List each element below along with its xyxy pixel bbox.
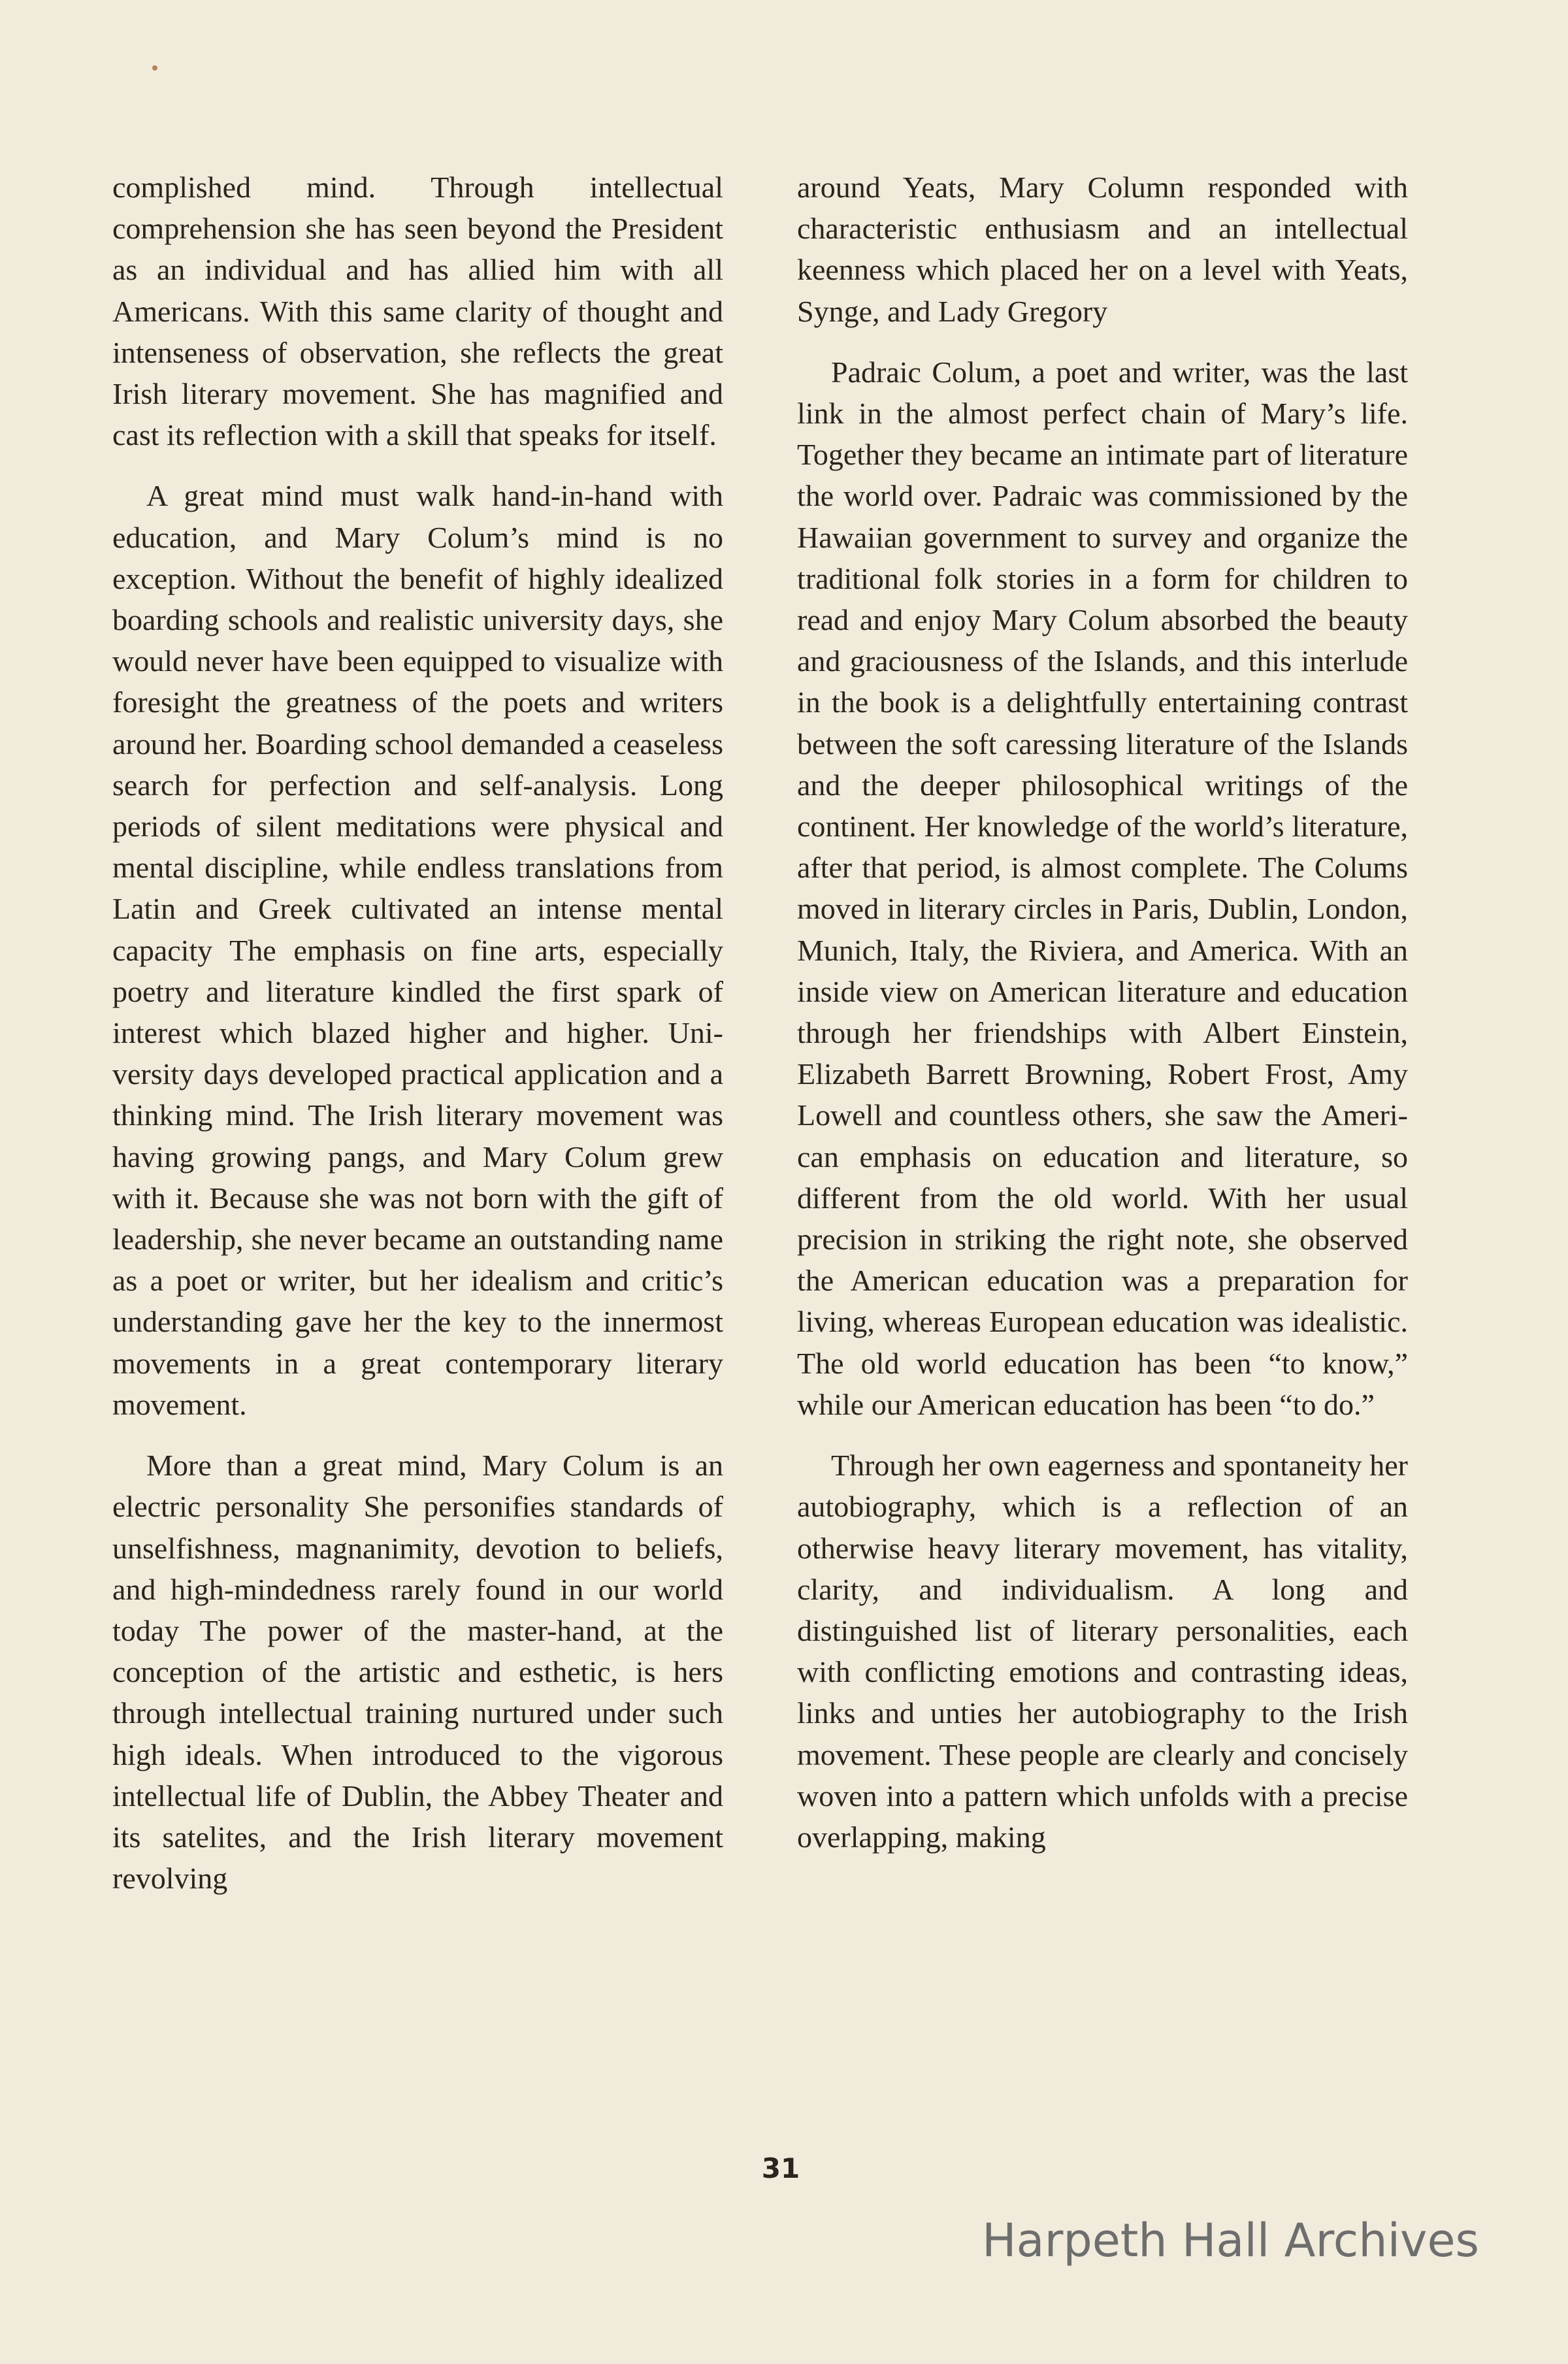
page-number: 31 (761, 2152, 800, 2184)
ink-speck (152, 65, 157, 71)
paragraph: complished mind. Through intellectual comprehension she has seen beyond the President as an individual and has allied him with all Americans. With this same clarity of thought and intenseness of observation, she reflects the great Irish literary movement. She has magnified and cast its reflection with a skill that speaks for itself. (112, 171, 723, 452)
paragraph: A great mind must walk hand-in-hand with education, and Mary Colum’s mind is no exception. Without the benefit of highly idealized boarding schools and realistic university days, she would never have been equipped to visualize with foresight the greatness of the poets and writers around her. Boarding school demanded a ceaseless search for perfection and self-analysis. Long periods of silent meditations were physical and mental discipline, while endless translations from Latin and Greek cultivated an intense mental capacity The emphasis on fine arts, especially poetry and literature kindled the first spark of interest which blazed higher and higher. University days developed practical application and a thinking mind. The Irish literary movement was having growing pangs, and Mary Colum grew with it. Because she was not born with the gift of leadership, she never became an outstanding name as a poet or writer, but her idealism and critic’s understanding gave her the key to the innermost movements in a great contemporary literary movement. (112, 479, 723, 1421)
paragraph: Through her own eagerness and spontaneity her autobiography, which is a reflection of an otherwise heavy literary movement, has vitality, clarity, and individualism. A long and distinguished list of literary personalities, each with conflicting emotions and contrasting ideas, links and unties her autobiography to the Irish movement. These people are clearly and concisely woven into a pattern which unfolds with a precise overlapping, making (797, 1449, 1408, 1854)
archive-watermark: Harpeth Hall Archives (982, 2214, 1479, 2267)
right-text-column (797, 167, 1408, 1877)
paragraph: More than a great mind, Mary Colum is an electric personality She personifies standards of unselfishness, magnanimity, devotion to beliefs, and high-mindedness rarely found in our world today The power of the master-hand, at the conception of the artistic and esthetic, is hers through intellectual training nurtured under such high ideals. When introduced to the vigorous intellectual life of Dublin, the Abbey Theater and its satelites, and the Irish literary movement revolving (112, 1449, 723, 1896)
paragraph: around Yeats, Mary Column responded with characteristic enthusiasm and an intellectual keenness which placed her on a level with Yeats, Synge, and Lady Gregory (797, 171, 1408, 328)
paragraph: Padraic Colum, a poet and writer, was the last link in the almost perfect chain of Mary’s life. Together they became an intimate part of literature the world over. Padraic was commissioned by the Hawaiian government to survey and organize the traditional folk stories in a form for children to read and enjoy Mary Colum absorbed the beauty and graciousness of the Islands, and this interlude in the book is a delightfully entertaining contrast between the soft caressing literature of the Islands and the deeper philosophical writings of the continent. Her knowledge of the world’s literature, after that period, is almost complete. The Colums moved in literary circles in Paris, Dublin, London, Munich, Italy, the Riviera, and America. With an inside view on American literature and education through her friendships with Albert Einstein, Elizabeth Barrett Browning, Robert Frost, Amy Lowell and countless others, she saw the American emphasis on education and literature, so different from the old world. With her usual precision in striking the right note, she observed the American education was a preparation for living, whereas European education was idealistic. The old world education has been “to know,” while our American education has been “to do.” (797, 355, 1408, 1421)
left-text-column (112, 167, 723, 1918)
